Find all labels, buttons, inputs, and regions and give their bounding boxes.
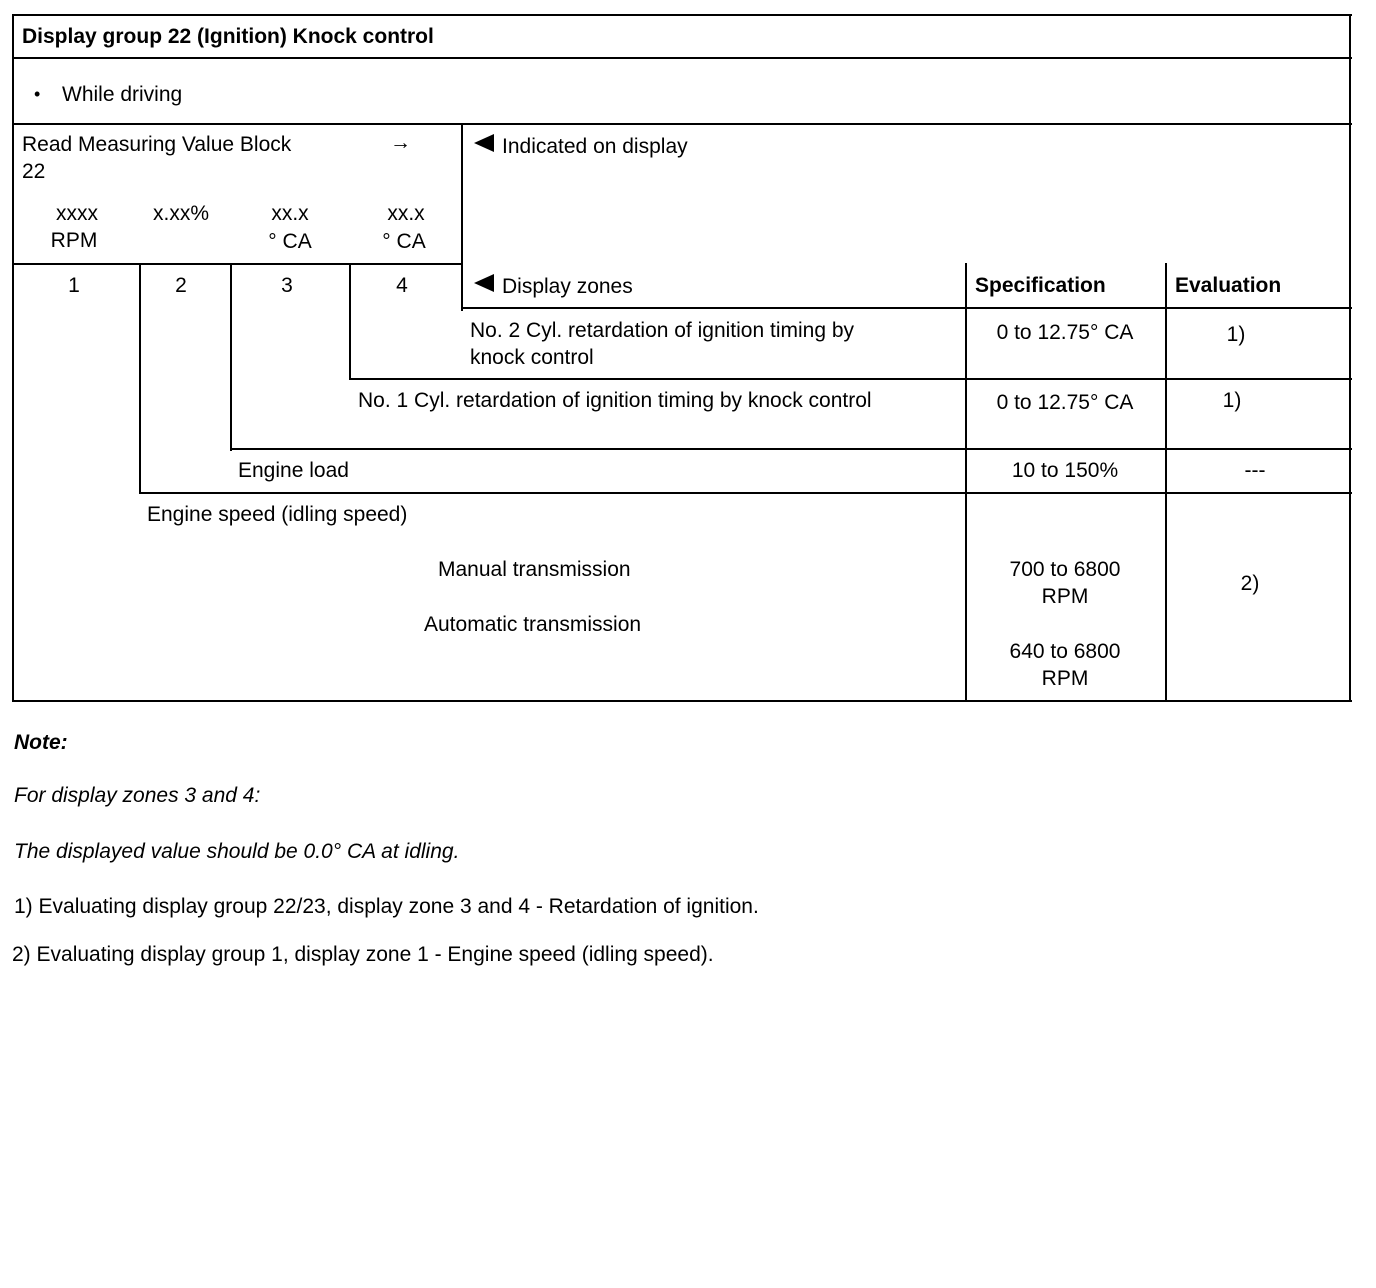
field-4-value: xx.x bbox=[387, 202, 425, 225]
footnote-2: 2) Evaluating display group 1, display zone 1 - Engine speed (idling speed). bbox=[12, 943, 714, 966]
footnote-1: 1) Evaluating display group 22/23, display zone 3 and 4 - Retardation of ignition. bbox=[14, 895, 759, 918]
field-3-value: xx.x bbox=[271, 202, 309, 225]
zone2-description: Engine load bbox=[238, 459, 349, 482]
zone2-evaluation: --- bbox=[1244, 459, 1266, 482]
zone3-evaluation: 1) bbox=[1222, 389, 1242, 412]
evaluation-header: Evaluation bbox=[1175, 274, 1282, 297]
zone-line-4 bbox=[349, 263, 351, 380]
table-border-right bbox=[1349, 14, 1351, 702]
indicated-label: Indicated on display bbox=[502, 135, 688, 158]
divider-condition bbox=[12, 123, 1352, 125]
zone-line-3 bbox=[230, 263, 232, 451]
note-line-1: For display zones 3 and 4: bbox=[14, 784, 261, 807]
note-heading: Note: bbox=[14, 731, 68, 754]
triangle-left-icon bbox=[474, 274, 494, 292]
triangle-left-icon bbox=[474, 134, 494, 152]
block-number: 22 bbox=[22, 160, 46, 183]
specification-header: Specification bbox=[975, 274, 1106, 297]
zone4-evaluation: 1) bbox=[1226, 323, 1246, 346]
zone1-manual-label: Manual transmission bbox=[438, 558, 631, 581]
field-1-value: xxxx bbox=[56, 202, 98, 225]
zone2-specification: 10 to 150% bbox=[1011, 459, 1119, 482]
zone1-description: Engine speed (idling speed) bbox=[147, 503, 408, 526]
zone1-evaluation: 2) bbox=[1240, 572, 1260, 595]
divider-block-zones bbox=[12, 263, 463, 265]
condition-text: While driving bbox=[62, 83, 183, 106]
display-zones-header: Display zones bbox=[502, 275, 633, 298]
zone1-automatic-label: Automatic transmission bbox=[424, 613, 642, 636]
bullet-icon: • bbox=[34, 84, 41, 104]
zone3-specification: 0 to 12.75° CA bbox=[996, 391, 1134, 414]
field-4-unit: ° CA bbox=[382, 230, 426, 253]
divider-row-zone2 bbox=[139, 492, 1352, 494]
zone1-auto-spec-line2: RPM bbox=[1041, 667, 1089, 690]
zone1-manual-spec-line1: 700 to 6800 bbox=[1009, 558, 1121, 581]
page-title: Display group 22 (Ignition) Knock control bbox=[22, 25, 434, 48]
zone3-description: No. 1 Cyl. retardation of ignition timing by knock control bbox=[358, 389, 872, 412]
table-border-left bbox=[12, 14, 14, 702]
zone-number-2: 2 bbox=[175, 274, 187, 297]
arrow-right-icon: → bbox=[390, 131, 411, 154]
zone4-description-line1: No. 2 Cyl. retardation of ignition timing by bbox=[470, 319, 855, 342]
divider-header-row bbox=[461, 307, 1352, 309]
divider-row-zone4 bbox=[349, 378, 1352, 380]
field-3-unit: ° CA bbox=[268, 230, 312, 253]
block-label: Read Measuring Value Block bbox=[22, 133, 292, 156]
zone1-auto-spec-line1: 640 to 6800 bbox=[1009, 640, 1121, 663]
divider-title bbox=[12, 57, 1352, 59]
field-1-unit: RPM bbox=[50, 229, 98, 252]
divider-eval-column bbox=[1165, 263, 1167, 701]
zone-number-4: 4 bbox=[396, 274, 408, 297]
divider-block-indicated bbox=[461, 123, 463, 311]
zone-number-1: 1 bbox=[68, 274, 80, 297]
divider-row-zone3 bbox=[230, 448, 1352, 450]
note-line-2: The displayed value should be 0.0° CA at idling. bbox=[14, 840, 460, 863]
table-border-bottom bbox=[12, 700, 1352, 702]
field-2-value: x.xx% bbox=[152, 202, 209, 225]
zone4-specification: 0 to 12.75° CA bbox=[996, 321, 1134, 344]
table-border-top bbox=[12, 14, 1352, 16]
zone4-description-line2: knock control bbox=[470, 346, 594, 369]
zone1-manual-spec-line2: RPM bbox=[1041, 585, 1089, 608]
zone-number-3: 3 bbox=[281, 274, 293, 297]
